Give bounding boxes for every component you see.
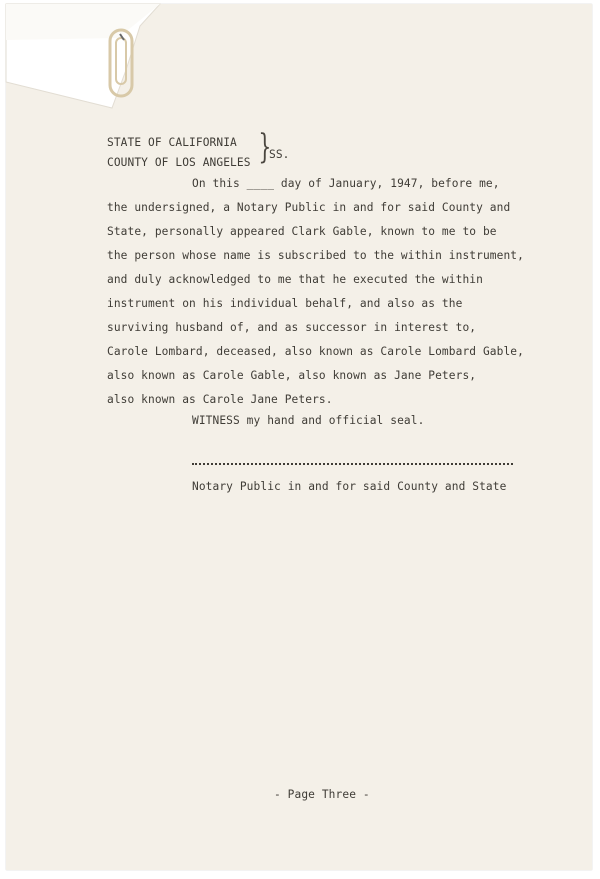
body-line: Carole Lombard, deceased, also known as Carole Lombard Gable, (107, 345, 524, 358)
body-line: State, personally appeared Clark Gable, known to me to be (107, 225, 497, 238)
body-line: instrument on his individual behalf, and also as the (107, 297, 463, 310)
paper-sheet (6, 4, 592, 870)
body-line: also known as Carole Gable, also known as Jane Peters, (107, 369, 477, 382)
venue-state: STATE OF CALIFORNIA (107, 136, 237, 149)
body-line: surviving husband of, and as successor in interest to, (107, 321, 477, 334)
notary-caption: Notary Public in and for said County and State (192, 480, 507, 493)
body-line: also known as Carole Jane Peters. (107, 393, 333, 406)
venue-county: COUNTY OF LOS ANGELES (107, 156, 251, 169)
witness-clause: WITNESS my hand and official seal. (192, 414, 425, 427)
body-line: and duly acknowledged to me that he executed the within (107, 273, 483, 286)
body-line: the person whose name is subscribed to the within instrument, (107, 249, 524, 262)
body-line: the undersigned, a Notary Public in and for said County and (107, 201, 511, 214)
venue-ss: SS. (269, 148, 290, 161)
page-number-footer: - Page Three - (274, 788, 370, 801)
body-line: On this ____ day of January, 1947, before me, (192, 177, 500, 190)
venue-brace: } (258, 127, 272, 167)
signature-line (192, 463, 513, 465)
